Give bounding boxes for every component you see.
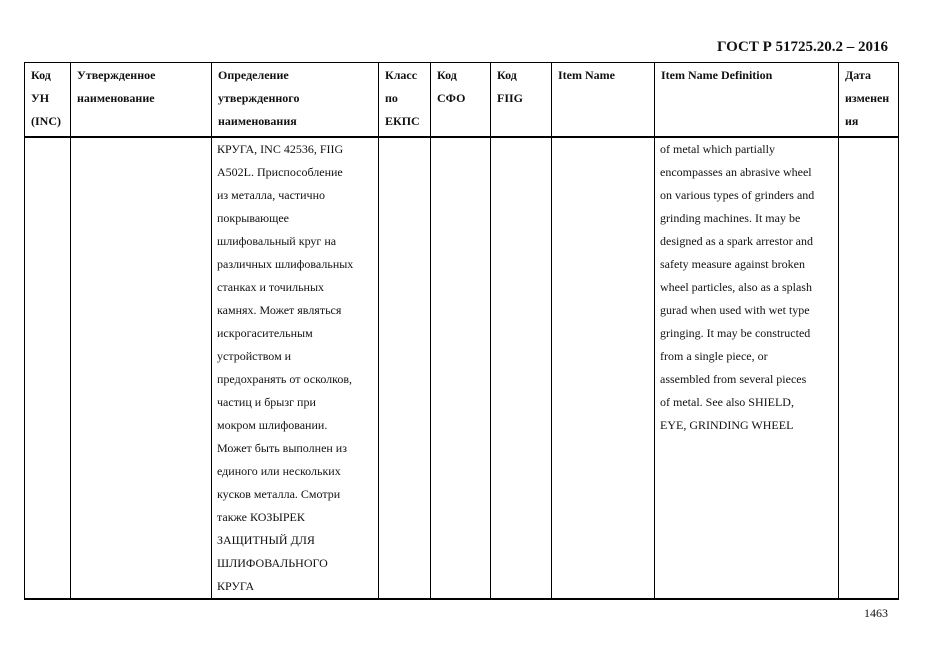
cell-fiig-code [491,137,552,599]
cell-ekps-class [379,137,431,599]
cell-item-name [552,137,655,599]
column-header-fiig-code: Код FIIG [491,63,552,138]
page-number: 1463 [864,606,888,620]
column-header-item-name: Item Name [552,63,655,138]
table-header-row [25,63,899,138]
document-standard-header: ГОСТ Р 51725.20.2 – 2016 [716,39,888,55]
column-header-inc: Код УН (INC) [25,63,71,138]
cell-definition-ru: КРУГА, INC 42536, FIIG A502L. Приспособление из металла, частично покрывающее шлифовальный круг на различных шлифовальных станках и точильных камнях. Может являться искрогасительным устройством и предохранять от осколков, частиц и брызг при мокром шлифовании. Может быть выполнен из единого или нескольких кусков металла. Смотри также КОЗЫРЕК ЗАЩИТНЫЙ ДЛЯ ШЛИФОВАЛЬНОГО КРУГА [212,137,379,599]
column-header-ekps-class: Класс по ЕКПС [379,63,431,138]
table-row [25,137,899,599]
column-header-item-name-definition: Item Name Definition [655,63,839,138]
column-header-sfo-code: Код СФО [431,63,491,138]
nomenclature-table [24,62,899,600]
cell-change-date [839,137,899,599]
column-header-change-date: Дата изменен ия [839,63,899,138]
cell-item-name-definition: of metal which partially encompasses an abrasive wheel on various types of grinders and grinding machines. It may be designed as a spark arrestor and safety measure against broken wheel particles, also as a splash gurad when used with wet type gringing. It may be constructed from a single piece, or assembled from several pieces of metal. See also SHIELD, EYE, GRINDING WHEEL [655,137,839,599]
column-header-definition: Определение утвержденного наименования [212,63,379,138]
cell-sfo-code [431,137,491,599]
column-header-approved-name: Утвержденное наименование [71,63,212,138]
cell-inc [25,137,71,599]
cell-approved-name [71,137,212,599]
